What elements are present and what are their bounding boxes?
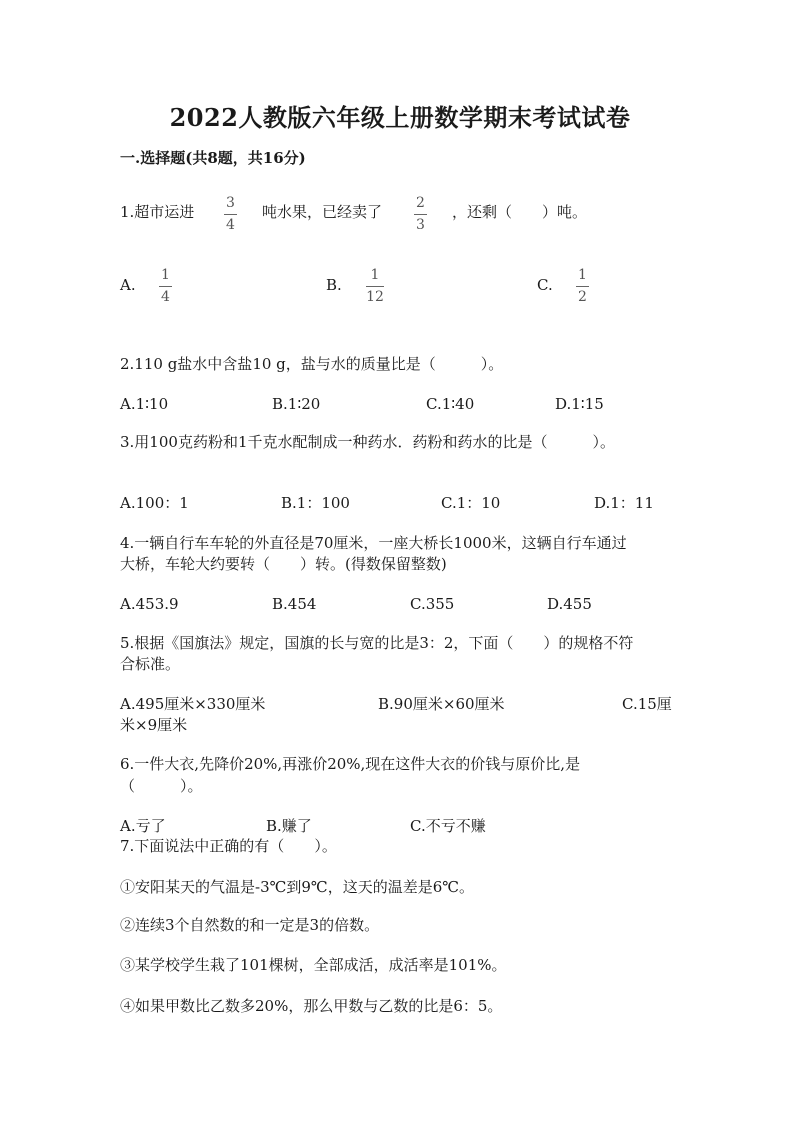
q1-stem-start: 1.超市运进 (120, 203, 195, 221)
q1-fraction-sold (414, 196, 427, 233)
fraction-bar (414, 214, 427, 215)
q5-option-c: C.15厘 (622, 695, 672, 713)
fraction-denominator: 12 (366, 289, 384, 305)
q2-stem: 2.110 g盐水中含盐10 g，盐与水的质量比是（ ）。 (120, 355, 504, 373)
q3-option-d: D.1：11 (594, 494, 654, 512)
q1-stem-end: ，还剩（ ）吨。 (452, 203, 588, 221)
q7-statement-4: ④如果甲数比乙数多20%，那么甲数与乙数的比是6：5。 (120, 997, 503, 1015)
q7-statement-3: ③某学校学生栽了101棵树，全部成活，成活率是101%。 (120, 956, 507, 974)
q3-option-c: C.1：10 (441, 494, 501, 512)
q7-stem: 7.下面说法中正确的有（ ）。 (120, 837, 337, 855)
fraction-denominator: 2 (578, 289, 587, 305)
fraction-numerator: 1 (578, 267, 587, 283)
fraction-denominator: 4 (161, 289, 170, 305)
fraction-numerator: 3 (226, 195, 235, 211)
q5-option-b: B.90厘米×60厘米 (378, 695, 505, 713)
q2-option-d: D.1∶15 (555, 395, 604, 413)
fraction-bar (159, 286, 172, 287)
q6-stem-line2: （ ）。 (120, 777, 203, 795)
q2-option-c: C.1∶40 (426, 395, 475, 413)
q1-option-b-label: B. (326, 276, 342, 294)
page-title: 2022人教版六年级上册数学期末考试试卷 (169, 103, 631, 132)
q2-option-a: A.1∶10 (120, 395, 169, 413)
fraction-numerator: 1 (161, 267, 170, 283)
q4-stem-line2: 大桥，车轮大约要转（ ）转。(得数保留整数) (120, 555, 447, 573)
fraction-numerator: 1 (370, 267, 380, 283)
q5-stem-line1: 5.根据《国旗法》规定，国旗的长与宽的比是3：2，下面（ ）的规格不符 (120, 634, 634, 652)
q1-option-c-label: C. (537, 276, 553, 294)
q2-option-b: B.1∶20 (272, 395, 321, 413)
q4-option-b: B.454 (272, 595, 317, 613)
fraction-denominator: 4 (226, 217, 235, 233)
fraction-bar (224, 214, 237, 215)
q3-option-a: A.100：1 (120, 494, 189, 512)
q1-option-b-fraction (366, 268, 384, 305)
q1-option-c-fraction (576, 268, 589, 305)
q1-fraction-total (224, 196, 237, 233)
q1-option-a-fraction (159, 268, 172, 305)
q6-option-a: A.亏了 (120, 817, 166, 835)
q3-stem: 3.用100克药粉和1千克水配制成一种药水．药粉和药水的比是（ ）。 (120, 433, 615, 451)
q4-option-c: C.355 (410, 595, 455, 613)
q6-option-c: C.不亏不赚 (410, 817, 486, 835)
q7-statement-1: ①安阳某天的气温是-3℃到9℃，这天的温差是6℃。 (120, 878, 475, 896)
fraction-bar (366, 286, 384, 287)
q4-option-d: D.455 (547, 595, 592, 613)
section-heading: 一.选择题(共8题，共16分) (120, 149, 306, 167)
q1-option-a-label: A. (120, 276, 136, 294)
fraction-bar (576, 286, 589, 287)
q3-option-b: B.1：100 (281, 494, 350, 512)
q4-option-a: A.453.9 (120, 595, 179, 613)
q5-stem-line2: 合标准。 (120, 655, 181, 673)
q7-statement-2: ②连续3个自然数的和一定是3的倍数。 (120, 916, 380, 934)
q1-stem-middle: 吨水果，已经卖了 (262, 203, 383, 221)
fraction-numerator: 2 (416, 195, 425, 211)
q5-option-a: A.495厘米×330厘米 (120, 695, 266, 713)
q4-stem-line1: 4.一辆自行车车轮的外直径是70厘米，一座大桥长1000米，这辆自行车通过 (120, 534, 627, 552)
q6-stem-line1: 6.一件大衣,先降价20%,再涨价20%,现在这件大衣的价钱与原价比,是 (120, 755, 581, 773)
fraction-denominator: 3 (416, 217, 425, 233)
q5-option-c-continued: 米×9厘米 (120, 716, 188, 734)
q6-option-b: B.赚了 (266, 817, 312, 835)
